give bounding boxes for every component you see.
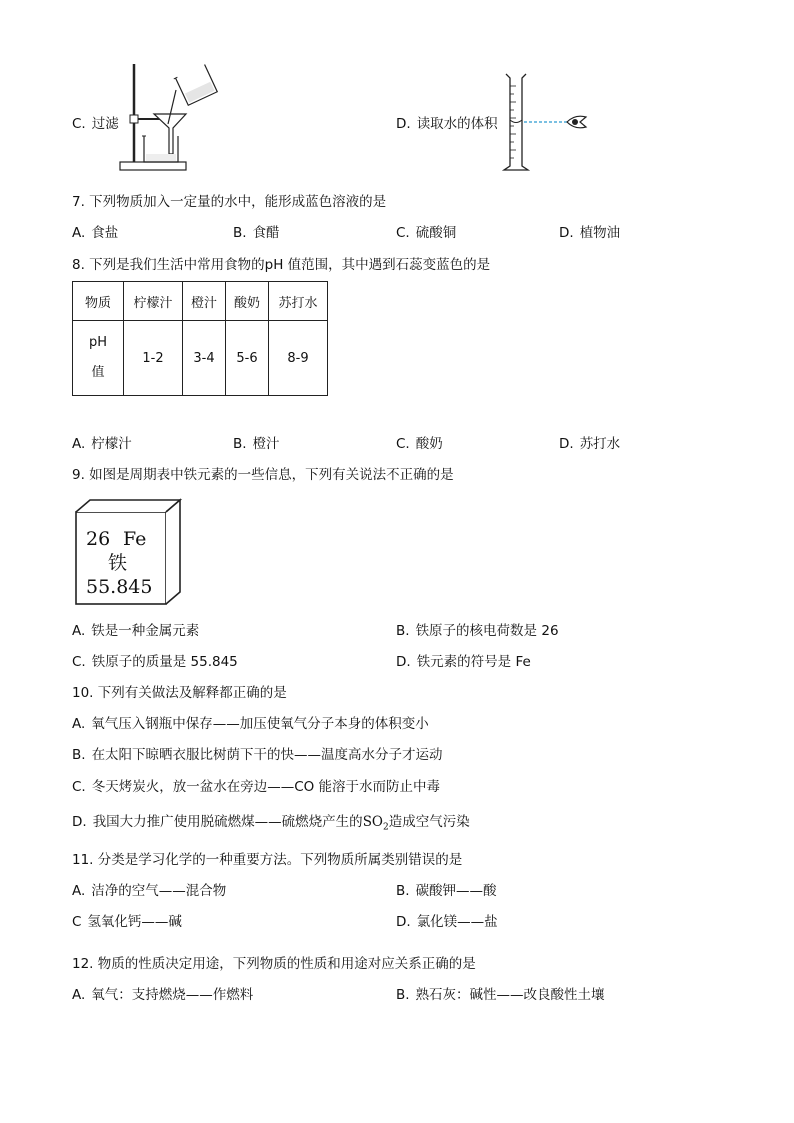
q10-option-a[interactable] — [72, 715, 429, 733]
q12-option-a[interactable] — [72, 986, 253, 1004]
option-text: 食盐 — [91, 225, 119, 241]
q9-stem: 9. 如图是周期表中铁元素的一些信息，下列有关说法不正确的是 — [72, 467, 454, 483]
option-text: 铁元素的符号是 Fe — [416, 654, 531, 670]
q12-stem: 12. 物质的性质决定用途，下列物质的性质和用途对应关系正确的是 — [72, 956, 476, 972]
q8-option-d[interactable] — [559, 435, 620, 453]
q11-option-c[interactable] — [72, 913, 182, 931]
q11-stem: 11. 分类是学习化学的一种重要方法。下列物质所属类别错误的是 — [72, 852, 463, 868]
option-letter: A. — [72, 623, 86, 639]
option-text: 我国大力推广使用脱硫燃煤——硫燃烧产生的 — [92, 814, 363, 830]
option-text: 柠檬汁 — [91, 436, 132, 452]
row-label-line-1: pH — [88, 335, 108, 350]
option-text: 碳酸钾——酸 — [415, 883, 497, 899]
option-letter: B. — [396, 623, 410, 639]
q11-option-a[interactable] — [72, 882, 226, 900]
q10-option-b[interactable] — [72, 746, 443, 764]
table-cell: 3-4 — [183, 321, 226, 396]
option-letter: C. — [72, 779, 86, 795]
option-text: 冬天烤炭火，放一盆水在旁边——CO 能溶于水而防止中毒 — [91, 779, 441, 795]
q7-stem: 7. 下列物质加入一定量的水中，能形成蓝色溶液的是 — [72, 194, 387, 210]
option-letter: A. — [72, 436, 86, 452]
option-letter: B. — [396, 883, 410, 899]
option-text: 熟石灰：碱性——改良酸性土壤 — [415, 987, 605, 1003]
table-cell: 5-6 — [226, 321, 269, 396]
option-text: 读取水的体积 — [416, 116, 498, 132]
eye-icon — [566, 114, 588, 130]
q6-option-d[interactable] — [396, 115, 498, 133]
q10-option-d[interactable] — [72, 813, 470, 837]
option-text: 氯化镁——盐 — [416, 914, 498, 930]
ph-table — [72, 281, 328, 396]
option-letter: C. — [72, 116, 86, 132]
q9-option-d[interactable] — [396, 653, 531, 671]
q9-option-b[interactable] — [396, 622, 559, 640]
q10-option-c[interactable] — [72, 778, 440, 796]
q11-option-b[interactable] — [396, 882, 497, 900]
table-header: 橙汁 — [183, 282, 226, 321]
q7-option-d[interactable] — [559, 224, 620, 242]
q9-option-c[interactable] — [72, 653, 238, 671]
q6-option-c[interactable] — [72, 115, 119, 133]
q10-stem: 10. 下列有关做法及解释都正确的是 — [72, 685, 287, 701]
option-text: 苏打水 — [579, 436, 621, 452]
q11-option-d[interactable] — [396, 913, 498, 931]
option-text-after: 造成空气污染 — [388, 814, 470, 830]
q8-option-a[interactable] — [72, 435, 132, 453]
option-text: 食醋 — [252, 225, 280, 241]
option-letter: B. — [396, 987, 410, 1003]
q8-option-c[interactable] — [396, 435, 443, 453]
table-header: 物质 — [73, 282, 124, 321]
option-letter: A. — [72, 987, 86, 1003]
option-letter: B. — [233, 225, 247, 241]
q9-option-a[interactable] — [72, 622, 199, 640]
option-letter: D. — [559, 225, 574, 241]
option-text: 过滤 — [91, 116, 119, 132]
table-header: 酸奶 — [226, 282, 269, 321]
option-text: 氢氧化钙——碱 — [87, 914, 182, 930]
q12-option-b[interactable] — [396, 986, 605, 1004]
element-name: 铁 — [108, 552, 128, 574]
filtration-apparatus-icon — [118, 62, 218, 174]
q8-stem: 8. 下列是我们生活中常用食物的pH 值范围，其中遇到石蕊变蓝色的是 — [72, 257, 491, 273]
element-mass: 55.845 — [86, 576, 153, 598]
element-symbol: Fe — [123, 528, 147, 550]
table-cell: 8-9 — [269, 321, 328, 396]
option-letter: A. — [72, 225, 86, 241]
table-row-label — [73, 321, 124, 396]
option-text: 洁净的空气——混合物 — [91, 883, 227, 899]
option-text: 铁是一种金属元素 — [91, 623, 200, 639]
q8-option-b[interactable] — [233, 435, 280, 453]
option-text: 橙汁 — [252, 436, 280, 452]
option-letter: D. — [396, 914, 411, 930]
option-text: 铁原子的核电荷数是 26 — [415, 623, 559, 639]
option-letter: B. — [233, 436, 247, 452]
option-letter: C — [72, 914, 82, 930]
option-letter: C. — [72, 654, 86, 670]
option-letter: C. — [396, 436, 410, 452]
option-text: 氧气压入钢瓶中保存——加压使氧气分子本身的体积变小 — [91, 716, 429, 732]
option-letter: D. — [72, 814, 87, 830]
option-text: 硫酸铜 — [415, 225, 457, 241]
option-letter: A. — [72, 883, 86, 899]
table-header: 苏打水 — [269, 282, 328, 321]
q7-option-c[interactable] — [396, 224, 456, 242]
option-letter: D. — [396, 654, 411, 670]
option-text: 氧气：支持燃烧——作燃料 — [91, 987, 254, 1003]
option-letter: D. — [396, 116, 411, 132]
option-letter: A. — [72, 716, 86, 732]
option-text: 植物油 — [579, 225, 621, 241]
formula-so2: $SO_2$ — [362, 814, 389, 833]
option-text: 在太阳下晾晒衣服比树荫下干的快——温度高水分子才运动 — [91, 747, 443, 763]
table-cell: 1-2 — [124, 321, 183, 396]
option-text: 酸奶 — [415, 436, 443, 452]
table-header: 柠檬汁 — [124, 282, 183, 321]
element-number: 26 — [86, 528, 111, 550]
q7-option-a[interactable] — [72, 224, 118, 242]
row-label-line-2: 值 — [91, 365, 105, 380]
option-letter: C. — [396, 225, 410, 241]
option-letter: D. — [559, 436, 574, 452]
option-letter: B. — [72, 747, 86, 763]
option-text: 铁原子的质量是 55.845 — [91, 654, 238, 670]
q7-option-b[interactable] — [233, 224, 280, 242]
